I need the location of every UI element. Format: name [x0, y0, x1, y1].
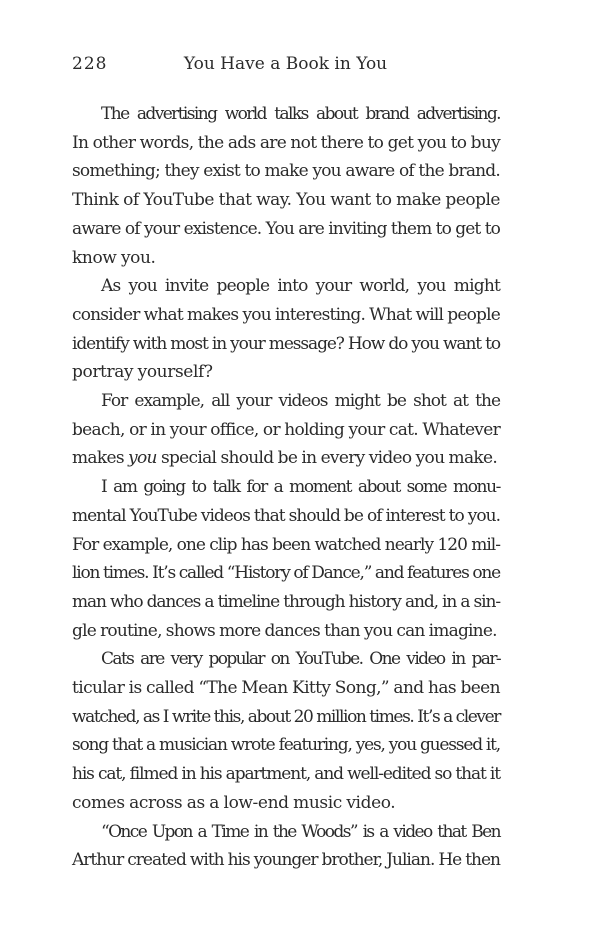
paragraph-1	[72, 100, 500, 272]
text-line: watched, as I write this, about 20 million times. It’s a clever	[72, 706, 500, 727]
running-head-title: You Have a Book in You	[183, 54, 388, 74]
text-line: comes across as a low-end music video.	[72, 792, 396, 813]
text-line: For example, all your videos might be shot at the	[101, 391, 500, 412]
paragraph-2	[72, 272, 500, 387]
paragraph-5	[72, 645, 500, 817]
text-segment: special should be in every video you make.	[156, 448, 498, 469]
text-line: “Once Upon a Time in the Woods” is a video that Ben	[101, 821, 500, 842]
text-line: The advertising world talks about brand advertising.	[101, 104, 500, 124]
text-line: man who dances a timeline through history and, in a sin-	[72, 591, 500, 612]
page-number: 228	[72, 54, 108, 74]
text-line: mental YouTube videos that should be of interest to you.	[72, 505, 500, 526]
text-line: Arthur created with his younger brother, Julian. He then	[72, 850, 500, 871]
text-line: aware of your existence. You are inviting them to get to	[72, 218, 500, 239]
text-line: Think of YouTube that way. You want to make people	[72, 190, 500, 211]
page-header	[72, 54, 499, 82]
paragraph-3	[72, 387, 500, 473]
text-line-with-emphasis	[72, 444, 500, 473]
text-line: In other words, the ads are not there to get you to buy	[72, 132, 500, 153]
text-line: consider what makes you interesting. What will people	[72, 304, 500, 325]
text-line: As you invite people into your world, you might	[101, 276, 500, 297]
text-line: know you.	[72, 247, 156, 268]
text-line: beach, or in your office, or holding your cat. Whatever	[72, 419, 500, 440]
text-line: For example, one clip has been watched nearly 120 mil-	[72, 534, 500, 555]
text-line: something; they exist to make you aware of the brand.	[72, 161, 500, 182]
text-segment: makes	[72, 448, 129, 469]
emphasis-word: you	[128, 448, 157, 469]
text-line: identify with most in your message? How do you want to	[72, 333, 500, 354]
text-line: lion times. It’s called “History of Dance,” and features one	[72, 563, 500, 584]
body-text	[72, 100, 500, 875]
text-line: his cat, filmed in his apartment, and well-edited so that it	[72, 764, 500, 785]
text-line: I am going to talk for a moment about some monu-	[101, 477, 500, 498]
text-line: ticular is called “The Mean Kitty Song,” and has been	[72, 678, 500, 699]
text-line: portray yourself?	[72, 362, 213, 383]
text-line: song that a musician wrote featuring, yes, you guessed it,	[72, 735, 500, 756]
text-line: Cats are very popular on YouTube. One video in par-	[101, 649, 500, 670]
paragraph-6	[72, 818, 500, 875]
text-line: gle routine, shows more dances than you can imagine.	[72, 620, 497, 641]
paragraph-4	[72, 473, 500, 645]
